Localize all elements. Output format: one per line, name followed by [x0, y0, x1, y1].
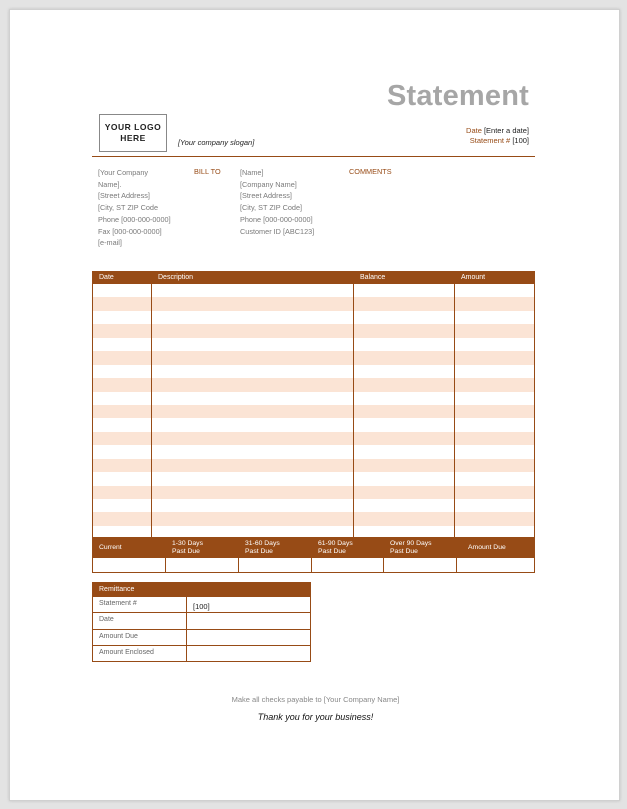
aging-col-label: 31-60 Days: [245, 540, 280, 547]
bill-to-line[interactable]: Customer ID [ABC123]: [240, 226, 315, 236]
aging-values: [93, 558, 534, 572]
aging-col-label: Over 90 Days: [390, 540, 432, 547]
aging-col-sublabel: Past Due: [245, 548, 273, 555]
column-divider: [353, 284, 354, 539]
logo-placeholder[interactable]: [99, 114, 167, 152]
bill-to-line[interactable]: [Street Address]: [240, 191, 292, 201]
logo-line-1: YOUR LOGO: [104, 122, 162, 132]
table-row[interactable]: [93, 405, 534, 418]
bill-to-line[interactable]: Phone [000-000-0000]: [240, 214, 313, 224]
logo-line-2: HERE: [120, 133, 146, 143]
aging-cell-61-90[interactable]: [312, 558, 384, 572]
remittance-row: [93, 629, 310, 645]
aging-col-label: 61-90 Days: [318, 540, 353, 547]
company-line[interactable]: Phone [000-000-0000]: [98, 214, 171, 224]
table-row[interactable]: [93, 499, 534, 512]
aging-col-sublabel: Past Due: [318, 548, 346, 555]
remittance-label: Amount Due: [93, 630, 187, 645]
remittance-table: [92, 582, 311, 662]
remittance-value[interactable]: [187, 630, 310, 645]
statement-title: Statement: [387, 80, 529, 112]
transactions-table: [92, 271, 535, 540]
date-label: Date: [466, 126, 482, 135]
company-line[interactable]: Fax [000-000-0000]: [98, 226, 162, 236]
remittance-row: [93, 645, 310, 661]
company-address: [98, 167, 171, 249]
table-row[interactable]: [93, 432, 534, 445]
date-line: [466, 126, 529, 136]
table-row[interactable]: [93, 512, 534, 525]
table-row[interactable]: [93, 472, 534, 485]
transactions-header: [93, 272, 534, 284]
aging-col-label: Current: [99, 544, 122, 551]
table-row[interactable]: [93, 486, 534, 499]
aging-col-sublabel: Past Due: [172, 548, 200, 555]
remittance-title: Remittance: [93, 583, 310, 596]
aging-col-over-90: [384, 538, 457, 558]
date-value[interactable]: [Enter a date]: [483, 126, 529, 135]
statement-number-value[interactable]: [100]: [512, 136, 529, 145]
remittance-label: Statement #: [93, 597, 187, 612]
column-divider: [454, 284, 455, 539]
table-row[interactable]: [93, 324, 534, 337]
table-row[interactable]: [93, 365, 534, 378]
aging-col-61-90: [312, 538, 384, 558]
remittance-label: Date: [93, 613, 187, 628]
table-row[interactable]: [93, 284, 534, 297]
aging-col-31-60: [239, 538, 312, 558]
aging-col-amount-due: [457, 538, 534, 558]
column-divider: [151, 284, 152, 539]
table-row[interactable]: [93, 445, 534, 458]
aging-table: [92, 537, 535, 573]
company-line[interactable]: [Street Address]: [98, 191, 150, 201]
remittance-label: Amount Enclosed: [93, 646, 187, 661]
bill-to-line[interactable]: [City, ST ZIP Code]: [240, 203, 303, 213]
remittance-row: [93, 596, 310, 612]
table-row[interactable]: [93, 351, 534, 364]
bill-to-line[interactable]: [Name]: [240, 168, 264, 177]
table-row[interactable]: [93, 297, 534, 310]
aging-col-label: Amount Due: [468, 544, 506, 551]
remittance-value[interactable]: [187, 646, 310, 661]
statement-meta: [466, 126, 529, 146]
transactions-body: [93, 284, 534, 539]
table-row[interactable]: [93, 392, 534, 405]
aging-cell-over-90[interactable]: [384, 558, 457, 572]
bill-to-address: [240, 167, 314, 237]
table-row[interactable]: [93, 418, 534, 431]
aging-cell-current[interactable]: [93, 558, 166, 572]
aging-col-label: 1-30 Days: [172, 540, 203, 547]
header-date: Date: [99, 274, 114, 281]
statement-number-label: Statement #: [469, 136, 511, 145]
aging-col-current: [93, 538, 166, 558]
table-row[interactable]: [93, 311, 534, 324]
aging-header: [93, 538, 534, 558]
table-row[interactable]: [93, 459, 534, 472]
aging-cell-amount-due[interactable]: [457, 558, 534, 572]
remittance-value[interactable]: [187, 613, 310, 628]
remittance-row: [93, 612, 310, 628]
statement-page: [9, 9, 620, 801]
company-slogan[interactable]: [Your company slogan]: [178, 138, 255, 147]
aging-col-sublabel: Past Due: [390, 548, 418, 555]
company-line[interactable]: [Your Company: [98, 168, 149, 177]
payable-note[interactable]: Make all checks payable to [Your Company Name]: [231, 695, 400, 704]
company-line[interactable]: [e-mail]: [98, 238, 122, 248]
bill-to-label: BILL TO: [194, 167, 221, 176]
header-description: Description: [158, 274, 194, 281]
table-row[interactable]: [93, 378, 534, 391]
remittance-value[interactable]: [100]: [193, 602, 210, 611]
table-row[interactable]: [93, 338, 534, 351]
header-amount: Amount: [461, 274, 486, 281]
comments-label: COMMENTS: [349, 167, 392, 176]
company-line[interactable]: [City, ST ZIP Code: [98, 203, 159, 213]
thank-you-note: Thank you for your business!: [257, 712, 374, 722]
header-divider: [92, 156, 535, 157]
header-balance: Balance: [360, 274, 386, 281]
company-line[interactable]: Name].: [98, 179, 122, 189]
statement-number-line: [466, 136, 529, 146]
aging-cell-1-30[interactable]: [166, 558, 239, 572]
aging-col-1-30: [166, 538, 239, 558]
bill-to-line[interactable]: [Company Name]: [240, 179, 297, 189]
aging-cell-31-60[interactable]: [239, 558, 312, 572]
